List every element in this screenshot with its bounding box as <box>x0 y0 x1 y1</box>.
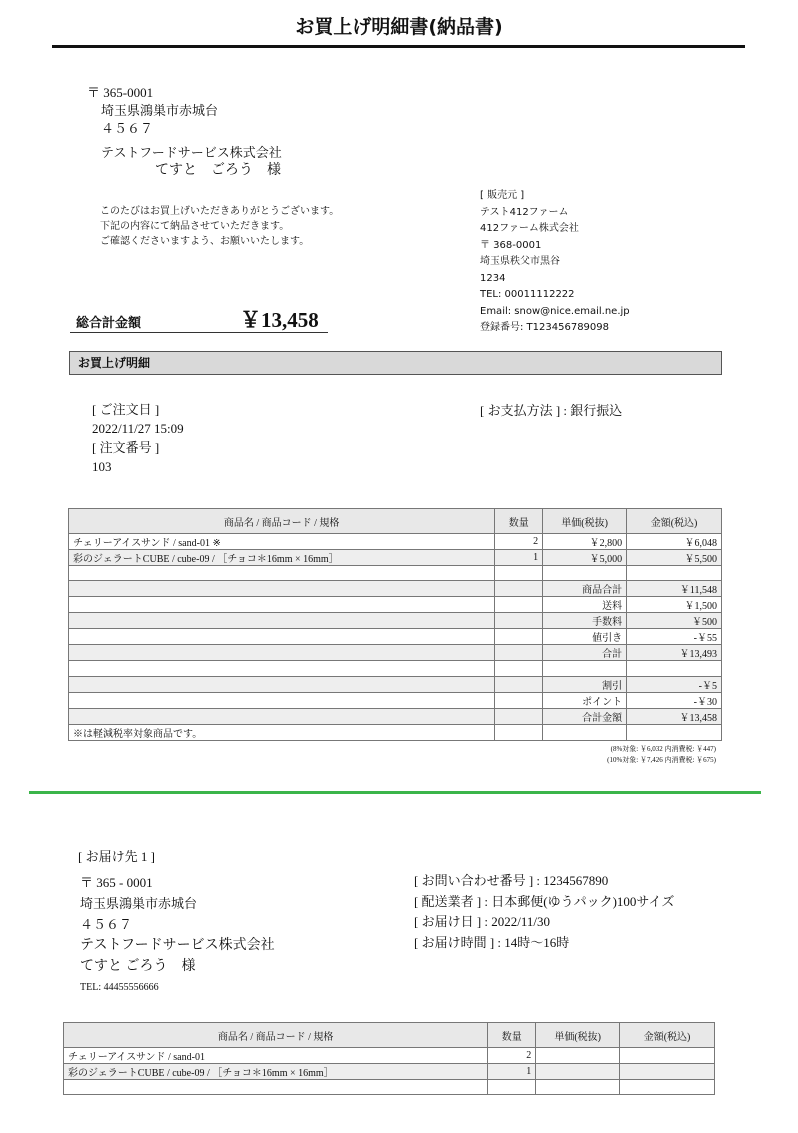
customer-address1: 埼玉県鴻巣市赤城台 <box>101 103 219 118</box>
summary-label: 合計金額 <box>543 708 627 724</box>
carrier: [ 配送業者 ] : 日本郵便(ゆうパック)100サイズ <box>414 893 675 909</box>
seller-email: Email: snow@nice.email.ne.jp <box>480 305 630 317</box>
summary-row <box>69 597 722 613</box>
summary-value: -￥30 <box>627 692 722 708</box>
summary-label: ポイント <box>543 692 627 708</box>
order-number-label: [ 注文番号 ] <box>92 440 160 455</box>
greeting-line: 下記の内容にて納品させていただきます。 <box>100 221 290 232</box>
summary-value: ￥13,493 <box>627 645 722 661</box>
customer-block <box>87 84 282 180</box>
summary-row <box>69 613 722 629</box>
col-header-amount: 金額(税込) <box>620 1023 715 1048</box>
summary-row <box>69 645 722 661</box>
summary-label: 値引き <box>543 629 627 645</box>
reduced-tax-note: ※は軽減税率対象商品です。 <box>69 724 495 740</box>
seller-company: 412ファーム株式会社 <box>480 223 579 234</box>
summary-value: -￥5 <box>627 676 722 692</box>
delivery-address-block <box>80 872 275 998</box>
col-header-unit: 単価(税抜) <box>536 1023 620 1048</box>
summary-value: ￥13,458 <box>627 708 722 724</box>
delivery-address2: ４５６７ <box>80 917 133 932</box>
delivery-date: [ お届け日 ] : 2022/11/30 <box>414 914 551 929</box>
col-header-item: 商品名 / 商品コード / 規格 <box>64 1023 488 1048</box>
summary-label: 手数料 <box>543 613 627 629</box>
seller-block <box>480 188 630 337</box>
payment-method: [ お支払方法 ] : 銀行振込 <box>480 403 623 418</box>
seller-registration: 登録番号: T123456789098 <box>480 322 610 333</box>
summary-label: 送料 <box>543 597 627 613</box>
item-unit-price: ￥2,800 <box>543 534 627 550</box>
delivery-heading: [ お届け先 1 ] <box>78 849 155 864</box>
delivery-name: てすと ごろう 様 <box>80 959 196 974</box>
summary-value: ￥11,548 <box>627 581 722 597</box>
summary-value: -￥55 <box>627 629 722 645</box>
customer-company: テストフードサービス株式会社 <box>101 145 282 160</box>
summary-row <box>69 581 722 597</box>
col-header-amount: 金額(税込) <box>627 509 722 534</box>
note-row <box>69 724 722 740</box>
order-number: 103 <box>92 459 112 474</box>
table-row <box>64 1064 715 1080</box>
summary-row <box>69 629 722 645</box>
item-name: チェリーアイスサンド / sand-01 ※ <box>69 534 495 550</box>
seller-tel: TEL: 00011112222 <box>480 289 575 300</box>
details-heading: お買上げ明細 <box>69 351 722 375</box>
item-qty: 1 <box>495 550 543 566</box>
summary-row <box>69 692 722 708</box>
delivery-time: [ お届け時間 ] : 14時～16時 <box>414 934 570 950</box>
item-name: 彩のジェラートCUBE / cube-09 / ［チョコ＊16mm × 16mm］ <box>69 550 495 566</box>
item-name: 彩のジェラートCUBE / cube-09 / ［チョコ＊16mm × 16mm］ <box>64 1064 488 1080</box>
table-row <box>69 534 722 550</box>
item-amount: ￥6,048 <box>627 534 722 550</box>
delivery-postal: 〒 365 - 0001 <box>80 875 153 890</box>
col-header-item: 商品名 / 商品コード / 規格 <box>69 509 495 534</box>
item-amount <box>620 1064 715 1080</box>
seller-heading: [ 販売元 ] <box>480 190 525 201</box>
order-items-table <box>68 508 722 741</box>
item-amount: ￥5,500 <box>627 550 722 566</box>
greeting-line: ご確認くださいますよう、お願いいたします。 <box>100 236 310 247</box>
item-qty: 2 <box>488 1048 536 1064</box>
seller-address2: 1234 <box>480 272 506 284</box>
title-underline <box>52 45 745 48</box>
summary-row <box>69 676 722 692</box>
tracking-number: [ お問い合わせ番号 ] : 1234567890 <box>414 873 609 888</box>
delivery-company: テストフードサービス株式会社 <box>80 938 275 953</box>
summary-label: 商品合計 <box>543 581 627 597</box>
document-title: お買上げ明細書(納品書) <box>295 16 503 38</box>
item-unit-price: ￥5,000 <box>543 550 627 566</box>
item-unit-price <box>536 1064 620 1080</box>
total-label: 総合計金額 <box>76 316 142 331</box>
shipping-info <box>414 871 674 953</box>
table-row <box>64 1048 715 1064</box>
table-row <box>69 550 722 566</box>
order-date: 2022/11/27 15:09 <box>92 421 184 436</box>
seller-address1: 埼玉県秩父市黒谷 <box>480 256 560 267</box>
delivery-items-table <box>63 1022 715 1095</box>
customer-name: てすと ごろう 様 <box>155 163 281 178</box>
tax-line: (8%対象: ￥6,032 内消費税: ￥447) <box>610 745 716 753</box>
greeting-text <box>100 204 339 249</box>
summary-value: ￥500 <box>627 613 722 629</box>
item-unit-price <box>536 1048 620 1064</box>
item-qty: 2 <box>495 534 543 550</box>
summary-row <box>69 566 722 581</box>
col-header-unit: 単価(税抜) <box>543 509 627 534</box>
order-date-label: [ ご注文日 ] <box>92 402 160 417</box>
customer-postal: 〒 365-0001 <box>87 85 154 100</box>
delivery-tel: TEL: 44455556666 <box>80 982 159 993</box>
seller-shop: テスト412ファーム <box>480 206 569 218</box>
section-divider <box>29 791 761 794</box>
tax-breakdown <box>560 744 716 766</box>
greeting-line: このたびはお買上げいただきありがとうございます。 <box>100 206 340 217</box>
col-header-qty: 数量 <box>495 509 543 534</box>
tax-line: (10%対象: ￥7,426 内消費税: ￥675) <box>607 756 716 764</box>
summary-row <box>69 708 722 724</box>
item-qty: 1 <box>488 1064 536 1080</box>
item-amount <box>620 1048 715 1064</box>
delivery-address1: 埼玉県鴻巣市赤城台 <box>80 896 198 911</box>
total-amount: ￥13,458 <box>240 308 319 332</box>
summary-row <box>69 661 722 676</box>
order-info <box>92 400 184 476</box>
seller-postal: 〒 368-0001 <box>480 239 542 251</box>
summary-label: 合計 <box>543 645 627 661</box>
summary-label: 割引 <box>543 676 627 692</box>
customer-address2: ４５６７ <box>101 121 154 136</box>
summary-value: ￥1,500 <box>627 597 722 613</box>
col-header-qty: 数量 <box>488 1023 536 1048</box>
item-name: チェリーアイスサンド / sand-01 <box>64 1048 488 1064</box>
total-underline <box>70 332 328 333</box>
table-row <box>64 1080 715 1095</box>
